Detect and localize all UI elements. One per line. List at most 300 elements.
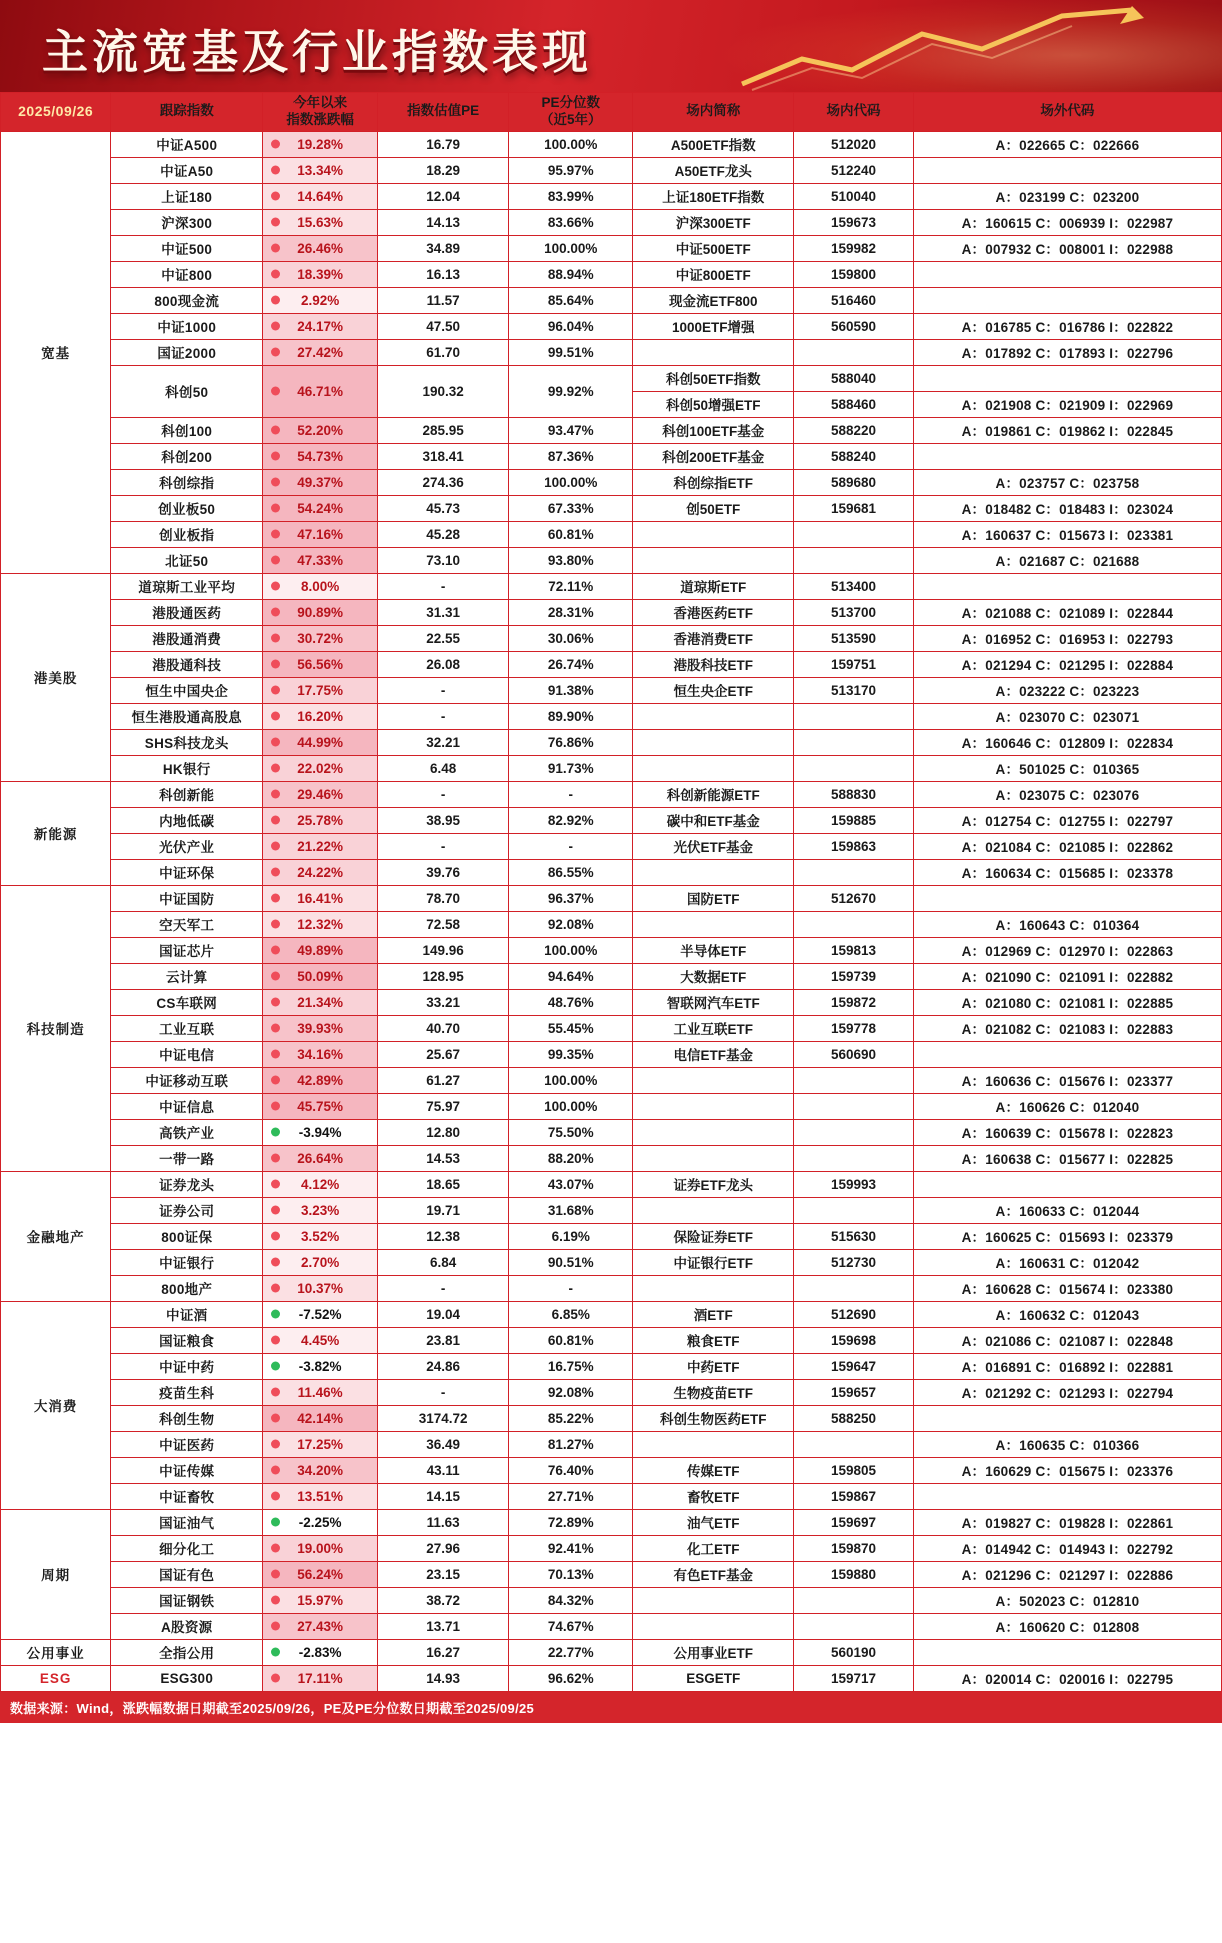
index-name: 港股通消费	[111, 625, 263, 651]
offshore-codes: A：023757 C：023758	[913, 469, 1221, 495]
pe-value: 26.08	[378, 651, 509, 677]
ytd-change-value: 47.33%	[297, 552, 343, 568]
onshore-code: 159681	[794, 495, 914, 521]
onshore-code: 159673	[794, 209, 914, 235]
pe-percentile-value: 100.00%	[509, 1093, 633, 1119]
pe-value: 38.95	[378, 807, 509, 833]
down-dot-icon	[271, 1362, 280, 1371]
index-name: 中证银行	[111, 1249, 263, 1275]
onshore-code: 159717	[794, 1665, 914, 1691]
ytd-change-cell	[263, 1275, 378, 1301]
page-title: 主流宽基及行业指数表现	[42, 25, 592, 79]
up-dot-icon	[271, 1336, 280, 1345]
index-name: 科创生物	[111, 1405, 263, 1431]
up-dot-icon	[271, 140, 280, 149]
index-name: 中证畜牧	[111, 1483, 263, 1509]
offshore-codes: A：160620 C：012808	[913, 1613, 1221, 1639]
onshore-name	[633, 547, 794, 573]
index-name: 中证A500	[111, 131, 263, 157]
pe-value: -	[378, 781, 509, 807]
pe-value: 13.71	[378, 1613, 509, 1639]
pe-percentile-value: 60.81%	[509, 1327, 633, 1353]
onshore-code: 159867	[794, 1483, 914, 1509]
ytd-change-value: 2.70%	[300, 1254, 340, 1270]
up-dot-icon	[271, 166, 280, 175]
onshore-code: 159805	[794, 1457, 914, 1483]
index-name: 港股通医药	[111, 599, 263, 625]
pe-percentile-value: 91.38%	[509, 677, 633, 703]
index-name: 工业互联	[111, 1015, 263, 1041]
onshore-code	[794, 547, 914, 573]
ytd-change-cell	[263, 1145, 378, 1171]
ytd-change-value: 19.00%	[297, 1540, 343, 1556]
ytd-change-cell	[263, 1457, 378, 1483]
ytd-change-value: -7.52%	[298, 1306, 342, 1322]
pe-percentile-value: 92.08%	[509, 1379, 633, 1405]
onshore-name: 沪深300ETF	[633, 209, 794, 235]
index-name: 中证800	[111, 261, 263, 287]
index-name: SHS科技龙头	[111, 729, 263, 755]
up-dot-icon	[271, 504, 280, 513]
table-row	[1, 1431, 1222, 1457]
group-label: 港美股	[1, 573, 111, 781]
ytd-change-cell	[263, 1509, 378, 1535]
header-onshore-code: 场内代码	[794, 93, 914, 132]
onshore-code: 159751	[794, 651, 914, 677]
onshore-name	[633, 1145, 794, 1171]
pe-percentile-value: 100.00%	[509, 1067, 633, 1093]
onshore-code	[794, 1197, 914, 1223]
offshore-codes: A：022665 C：022666	[913, 131, 1221, 157]
pe-value: 18.29	[378, 157, 509, 183]
pe-value: 128.95	[378, 963, 509, 989]
onshore-name	[633, 521, 794, 547]
up-dot-icon	[271, 1674, 280, 1683]
offshore-codes: A：160631 C：012042	[913, 1249, 1221, 1275]
pe-percentile-value: 100.00%	[509, 937, 633, 963]
onshore-code: 588220	[794, 417, 914, 443]
onshore-name: 创50ETF	[633, 495, 794, 521]
pe-percentile-value: 72.11%	[509, 573, 633, 599]
offshore-codes: A：160638 C：015677 I：022825	[913, 1145, 1221, 1171]
onshore-name: 科创生物医药ETF	[633, 1405, 794, 1431]
pe-percentile-value: 16.75%	[509, 1353, 633, 1379]
index-name: HK银行	[111, 755, 263, 781]
up-dot-icon	[271, 582, 280, 591]
offshore-codes: A：021292 C：021293 I：022794	[913, 1379, 1221, 1405]
onshore-code: 159870	[794, 1535, 914, 1561]
ytd-change-cell	[263, 443, 378, 469]
pe-value: 43.11	[378, 1457, 509, 1483]
pe-value: 14.13	[378, 209, 509, 235]
up-dot-icon	[271, 1492, 280, 1501]
onshore-code: 588240	[794, 443, 914, 469]
table-row	[1, 651, 1222, 677]
down-dot-icon	[271, 1518, 280, 1527]
index-name: 内地低碳	[111, 807, 263, 833]
ytd-change-cell	[263, 677, 378, 703]
index-name: 上证180	[111, 183, 263, 209]
up-dot-icon	[271, 1414, 280, 1423]
pe-percentile-value: 99.92%	[509, 365, 633, 417]
onshore-name: 1000ETF增强	[633, 313, 794, 339]
onshore-name: 现金流ETF800	[633, 287, 794, 313]
up-dot-icon	[271, 348, 280, 357]
header-pe-percentile-line1: PE分位数	[541, 95, 600, 110]
pe-percentile-value: 85.22%	[509, 1405, 633, 1431]
up-dot-icon	[271, 1466, 280, 1475]
pe-value: -	[378, 677, 509, 703]
index-name: 恒生港股通高股息	[111, 703, 263, 729]
pe-value: 12.80	[378, 1119, 509, 1145]
up-dot-icon	[271, 998, 280, 1007]
ytd-change-cell	[263, 1535, 378, 1561]
index-name: 中证医药	[111, 1431, 263, 1457]
onshore-name: 中证500ETF	[633, 235, 794, 261]
index-name: 科创100	[111, 417, 263, 443]
onshore-code	[794, 521, 914, 547]
table-row	[1, 781, 1222, 807]
index-name: 国证油气	[111, 1509, 263, 1535]
pe-percentile-value: 83.99%	[509, 183, 633, 209]
pe-percentile-value: 93.80%	[509, 547, 633, 573]
index-name: 科创50	[111, 365, 263, 417]
group-label: 金融地产	[1, 1171, 111, 1301]
header-onshore-name: 场内简称	[633, 93, 794, 132]
pe-value: 32.21	[378, 729, 509, 755]
onshore-code: 159872	[794, 989, 914, 1015]
ytd-change-cell	[263, 755, 378, 781]
offshore-codes: A：019861 C：019862 I：022845	[913, 417, 1221, 443]
onshore-code: 588250	[794, 1405, 914, 1431]
onshore-name	[633, 1067, 794, 1093]
ytd-change-value: 49.37%	[297, 474, 343, 490]
table-row	[1, 859, 1222, 885]
ytd-change-value: 26.46%	[297, 240, 343, 256]
ytd-change-cell	[263, 1483, 378, 1509]
index-name: 国证2000	[111, 339, 263, 365]
ytd-change-value: 22.02%	[297, 760, 343, 776]
ytd-change-value: 18.39%	[297, 266, 343, 282]
index-name: 中证中药	[111, 1353, 263, 1379]
onshore-name: 保险证券ETF	[633, 1223, 794, 1249]
onshore-code: 516460	[794, 287, 914, 313]
pe-percentile-value: 27.71%	[509, 1483, 633, 1509]
ytd-change-cell	[263, 339, 378, 365]
ytd-change-cell	[263, 1379, 378, 1405]
ytd-change-value: 42.14%	[297, 1410, 343, 1426]
ytd-change-value: -3.82%	[298, 1358, 342, 1374]
table-row	[1, 1119, 1222, 1145]
index-name: 科创新能	[111, 781, 263, 807]
offshore-codes: A：021090 C：021091 I：022882	[913, 963, 1221, 989]
offshore-codes: A：021082 C：021083 I：022883	[913, 1015, 1221, 1041]
onshore-code: 588460	[794, 391, 914, 417]
onshore-name	[633, 859, 794, 885]
onshore-code	[794, 703, 914, 729]
ytd-change-value: 14.64%	[297, 188, 343, 204]
up-dot-icon	[271, 452, 280, 461]
onshore-name: 香港消费ETF	[633, 625, 794, 651]
ytd-change-cell	[263, 1015, 378, 1041]
ytd-change-value: 8.00%	[300, 578, 340, 594]
ytd-change-cell	[263, 287, 378, 313]
index-name: CS车联网	[111, 989, 263, 1015]
index-name: 细分化工	[111, 1535, 263, 1561]
onshore-name	[633, 755, 794, 781]
pe-percentile-value: -	[509, 1275, 633, 1301]
pe-value: 40.70	[378, 1015, 509, 1041]
offshore-codes: A：160628 C：015674 I：023380	[913, 1275, 1221, 1301]
onshore-name: 大数据ETF	[633, 963, 794, 989]
onshore-name	[633, 911, 794, 937]
offshore-codes: A：016952 C：016953 I：022793	[913, 625, 1221, 651]
ytd-change-cell	[263, 1223, 378, 1249]
ytd-change-cell	[263, 651, 378, 677]
onshore-code: 512240	[794, 157, 914, 183]
ytd-change-cell	[263, 1119, 378, 1145]
onshore-name	[633, 1119, 794, 1145]
group-label: 周期	[1, 1509, 111, 1639]
table-row	[1, 729, 1222, 755]
index-name: 北证50	[111, 547, 263, 573]
up-dot-icon	[271, 1258, 280, 1267]
onshore-name: 工业互联ETF	[633, 1015, 794, 1041]
pe-percentile-value: 82.92%	[509, 807, 633, 833]
offshore-codes	[913, 157, 1221, 183]
onshore-name	[633, 703, 794, 729]
pe-percentile-value: 48.76%	[509, 989, 633, 1015]
pe-value: 18.65	[378, 1171, 509, 1197]
onshore-code	[794, 1119, 914, 1145]
pe-value: 190.32	[378, 365, 509, 417]
onshore-code: 512730	[794, 1249, 914, 1275]
pe-percentile-value: 90.51%	[509, 1249, 633, 1275]
table-row	[1, 1561, 1222, 1587]
table-row	[1, 573, 1222, 599]
table-row	[1, 1613, 1222, 1639]
index-name: 高铁产业	[111, 1119, 263, 1145]
pe-value: -	[378, 573, 509, 599]
onshore-code: 513400	[794, 573, 914, 599]
pe-percentile-value: 70.13%	[509, 1561, 633, 1587]
table-row	[1, 417, 1222, 443]
table-row	[1, 807, 1222, 833]
ytd-change-value: 4.45%	[300, 1332, 340, 1348]
table-row	[1, 599, 1222, 625]
pe-value: 14.15	[378, 1483, 509, 1509]
index-name: 科创综指	[111, 469, 263, 495]
header-ytd-change	[263, 93, 378, 132]
offshore-codes: A：160634 C：015685 I：023378	[913, 859, 1221, 885]
pe-percentile-value: 100.00%	[509, 131, 633, 157]
pe-value: 19.04	[378, 1301, 509, 1327]
onshore-name: 道琼斯ETF	[633, 573, 794, 599]
ytd-change-value: 2.92%	[300, 292, 340, 308]
offshore-codes: A：160632 C：012043	[913, 1301, 1221, 1327]
ytd-change-cell	[263, 1431, 378, 1457]
index-name: 800地产	[111, 1275, 263, 1301]
pe-value: 23.15	[378, 1561, 509, 1587]
table-row	[1, 1041, 1222, 1067]
pe-percentile-value: 6.85%	[509, 1301, 633, 1327]
up-dot-icon	[271, 1232, 280, 1241]
ytd-change-value: -3.94%	[298, 1124, 342, 1140]
table-row	[1, 1145, 1222, 1171]
pe-value: 22.55	[378, 625, 509, 651]
ytd-change-cell	[263, 807, 378, 833]
pe-percentile-value: 60.81%	[509, 521, 633, 547]
pe-percentile-value: 99.35%	[509, 1041, 633, 1067]
offshore-codes	[913, 1041, 1221, 1067]
up-dot-icon	[271, 478, 280, 487]
up-dot-icon	[271, 1154, 280, 1163]
index-name: 一带一路	[111, 1145, 263, 1171]
index-name: 云计算	[111, 963, 263, 989]
onshore-name: 科创新能源ETF	[633, 781, 794, 807]
ytd-change-cell	[263, 1041, 378, 1067]
pe-percentile-value: 6.19%	[509, 1223, 633, 1249]
offshore-codes: A：023199 C：023200	[913, 183, 1221, 209]
onshore-code: 589680	[794, 469, 914, 495]
offshore-codes: A：021908 C：021909 I：022969	[913, 391, 1221, 417]
onshore-name: 生物疫苗ETF	[633, 1379, 794, 1405]
onshore-code: 159739	[794, 963, 914, 989]
ytd-change-value: 45.75%	[297, 1098, 343, 1114]
onshore-code: 588040	[794, 365, 914, 391]
up-dot-icon	[271, 556, 280, 565]
group-label: 科技制造	[1, 885, 111, 1171]
offshore-codes	[913, 1405, 1221, 1431]
offshore-codes: A：160643 C：010364	[913, 911, 1221, 937]
index-name: 国证钢铁	[111, 1587, 263, 1613]
table-row	[1, 547, 1222, 573]
onshore-name: 畜牧ETF	[633, 1483, 794, 1509]
onshore-code	[794, 339, 914, 365]
pe-value: 27.96	[378, 1535, 509, 1561]
index-name: 沪深300	[111, 209, 263, 235]
pe-value: 12.38	[378, 1223, 509, 1249]
onshore-code: 159880	[794, 1561, 914, 1587]
index-name: 国证有色	[111, 1561, 263, 1587]
index-performance-table	[0, 92, 1222, 1692]
index-name: 中证1000	[111, 313, 263, 339]
table-row	[1, 963, 1222, 989]
ytd-change-cell	[263, 1353, 378, 1379]
onshore-name: ESGETF	[633, 1665, 794, 1691]
up-dot-icon	[271, 634, 280, 643]
pe-value: 34.89	[378, 235, 509, 261]
table-row	[1, 1639, 1222, 1665]
onshore-code: 512020	[794, 131, 914, 157]
table-row	[1, 1327, 1222, 1353]
onshore-name: 香港医药ETF	[633, 599, 794, 625]
ytd-change-value: 21.34%	[297, 994, 343, 1010]
ytd-change-value: 24.22%	[297, 864, 343, 880]
onshore-code: 588830	[794, 781, 914, 807]
header-pe-percentile-line2: （近5年）	[539, 111, 602, 127]
index-name: 港股通科技	[111, 651, 263, 677]
onshore-code	[794, 1067, 914, 1093]
offshore-codes: A：019827 C：019828 I：022861	[913, 1509, 1221, 1535]
onshore-name: 有色ETF基金	[633, 1561, 794, 1587]
pe-value: 61.27	[378, 1067, 509, 1093]
ytd-change-value: 10.37%	[297, 1280, 343, 1296]
pe-percentile-value: 93.47%	[509, 417, 633, 443]
ytd-change-cell	[263, 365, 378, 417]
offshore-codes: A：502023 C：012810	[913, 1587, 1221, 1613]
table-row	[1, 1015, 1222, 1041]
index-name: 空天军工	[111, 911, 263, 937]
ytd-change-cell	[263, 1327, 378, 1353]
ytd-change-cell	[263, 209, 378, 235]
pe-value: 11.63	[378, 1509, 509, 1535]
ytd-change-cell	[263, 833, 378, 859]
index-name: 疫苗生科	[111, 1379, 263, 1405]
ytd-change-value: 30.72%	[297, 630, 343, 646]
onshore-name: 半导体ETF	[633, 937, 794, 963]
table-row	[1, 1223, 1222, 1249]
header-ytd-change-line2: 指数涨跌幅	[286, 111, 354, 127]
pe-value: 12.04	[378, 183, 509, 209]
up-dot-icon	[271, 686, 280, 695]
onshore-name	[633, 1587, 794, 1613]
up-dot-icon	[271, 920, 280, 929]
offshore-codes: A：021294 C：021295 I：022884	[913, 651, 1221, 677]
onshore-code: 512670	[794, 885, 914, 911]
ytd-change-value: 29.46%	[297, 786, 343, 802]
ytd-change-cell	[263, 1249, 378, 1275]
onshore-code: 159982	[794, 235, 914, 261]
offshore-codes: A：007932 C：008001 I：022988	[913, 235, 1221, 261]
table-row	[1, 1405, 1222, 1431]
table-row	[1, 287, 1222, 313]
offshore-codes	[913, 287, 1221, 313]
onshore-name: A50ETF龙头	[633, 157, 794, 183]
offshore-codes: A：160625 C：015693 I：023379	[913, 1223, 1221, 1249]
ytd-change-cell	[263, 261, 378, 287]
pe-value: 23.81	[378, 1327, 509, 1353]
pe-percentile-value: 87.36%	[509, 443, 633, 469]
onshore-name: 中证800ETF	[633, 261, 794, 287]
pe-percentile-value: 31.68%	[509, 1197, 633, 1223]
pe-percentile-value: 74.67%	[509, 1613, 633, 1639]
onshore-code	[794, 729, 914, 755]
offshore-codes: A：017892 C：017893 I：022796	[913, 339, 1221, 365]
up-dot-icon	[271, 1544, 280, 1553]
up-dot-icon	[271, 1440, 280, 1449]
down-dot-icon	[271, 1648, 280, 1657]
pe-percentile-value: 22.77%	[509, 1639, 633, 1665]
offshore-codes: A：021687 C：021688	[913, 547, 1221, 573]
group-label: 大消费	[1, 1301, 111, 1509]
pe-value: 38.72	[378, 1587, 509, 1613]
index-name: 恒生中国央企	[111, 677, 263, 703]
onshore-name	[633, 1197, 794, 1223]
pe-percentile-value: 96.37%	[509, 885, 633, 911]
ytd-change-cell	[263, 313, 378, 339]
table-row	[1, 157, 1222, 183]
ytd-change-value: 27.43%	[297, 1618, 343, 1634]
offshore-codes: A：021080 C：021081 I：022885	[913, 989, 1221, 1015]
onshore-name: 公用事业ETF	[633, 1639, 794, 1665]
onshore-code: 159647	[794, 1353, 914, 1379]
offshore-codes: A：160637 C：015673 I：023381	[913, 521, 1221, 547]
onshore-name: 酒ETF	[633, 1301, 794, 1327]
table-row	[1, 183, 1222, 209]
onshore-name	[633, 1613, 794, 1639]
pe-percentile-value: 89.90%	[509, 703, 633, 729]
